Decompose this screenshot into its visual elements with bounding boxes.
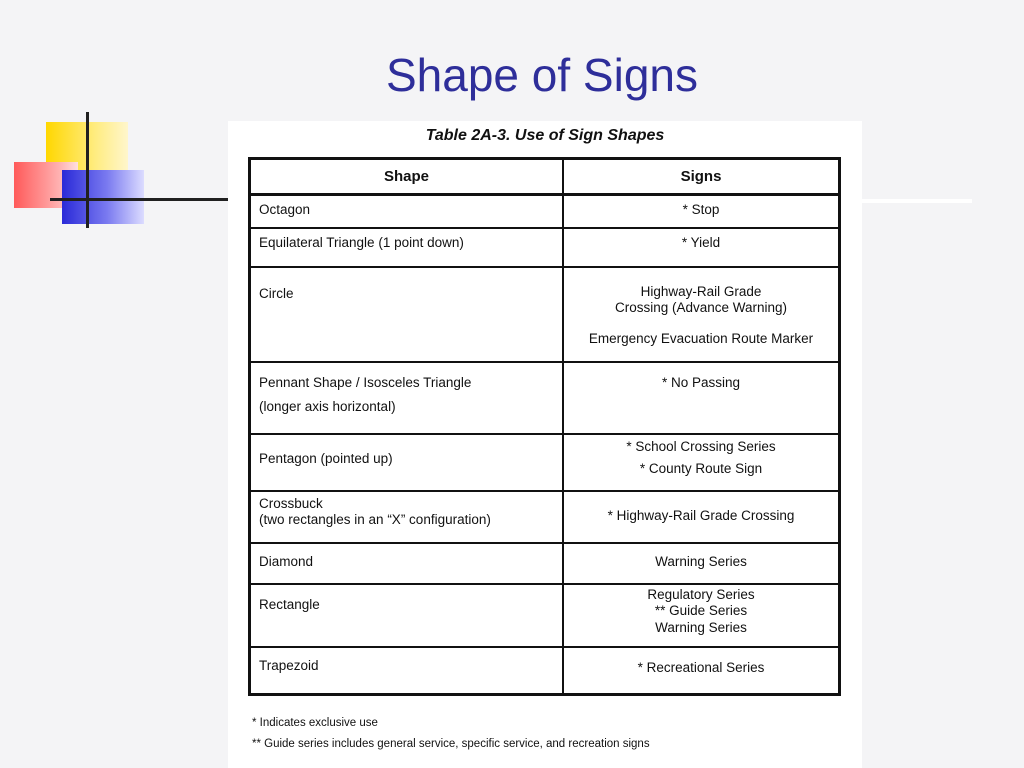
- slide-title: Shape of Signs: [385, 49, 698, 101]
- shape-cell: [250, 543, 564, 584]
- table-image: [228, 121, 862, 768]
- footnote-exclusive-use: * Indicates exclusive use: [252, 717, 378, 729]
- signs-cell: [563, 267, 840, 362]
- shape-text: Crossbuck: [259, 495, 323, 511]
- shape-text: Octagon: [259, 202, 311, 217]
- horizontal-line-decoration: [50, 198, 228, 201]
- signs-cell: [563, 584, 840, 647]
- table-header-row: [250, 159, 840, 195]
- horizontal-line-right-decoration: [862, 199, 972, 203]
- shape-cell: [250, 195, 564, 228]
- sign-text: * County Route Sign: [639, 461, 763, 477]
- sign-text: Regulatory Series: [647, 586, 755, 602]
- header-signs: Signs: [563, 159, 840, 195]
- table-footnotes: [252, 713, 650, 755]
- shape-text: Trapezoid: [259, 657, 319, 673]
- sign-text: Warning Series: [655, 620, 747, 636]
- table-row: [250, 195, 840, 228]
- shape-text: Circle: [259, 285, 294, 301]
- footnote-guide-series: ** Guide series includes general service, specific service, and recreation signs: [252, 738, 650, 750]
- header-shape: Shape: [250, 159, 564, 195]
- sign-text: * School Crossing Series: [626, 438, 776, 454]
- shape-cell: [250, 228, 564, 267]
- shape-cell: [250, 434, 564, 491]
- sign-text: Warning Series: [655, 553, 747, 569]
- table-row: [250, 434, 840, 491]
- table-row: [250, 543, 840, 584]
- shape-text: Pennant Shape / Isosceles Triangle: [259, 374, 472, 390]
- signs-cell: [563, 647, 840, 695]
- shape-text: Diamond: [259, 553, 314, 569]
- table-row: [250, 362, 840, 434]
- table-caption: Table 2A-3. Use of Sign Shapes: [425, 127, 665, 144]
- signs-cell: [563, 228, 840, 267]
- blue-square-decoration: [62, 170, 144, 224]
- sign-text: Emergency Evacuation Route Marker: [588, 331, 814, 347]
- shape-text: Equilateral Triangle (1 point down): [259, 234, 464, 250]
- signs-cell: [563, 543, 840, 584]
- sign-text: * Highway-Rail Grade Crossing: [607, 507, 795, 523]
- sign-shapes-table: [248, 157, 841, 696]
- shape-cell: [250, 491, 564, 543]
- sign-text: * No Passing: [661, 374, 741, 390]
- signs-cell: [563, 362, 840, 434]
- signs-cell: [563, 195, 840, 228]
- signs-cell: [563, 491, 840, 543]
- shape-cell: [250, 267, 564, 362]
- shape-text: Rectangle: [259, 596, 320, 612]
- table-row: [250, 491, 840, 543]
- table-row: [250, 228, 840, 267]
- shape-cell: [250, 647, 564, 695]
- shape-text: Pentagon (pointed up): [259, 450, 393, 466]
- signs-cell: [563, 434, 840, 491]
- sign-text: * Stop: [682, 202, 720, 217]
- shape-text: (longer axis horizontal): [259, 399, 396, 415]
- shape-text: (two rectangles in an “X” configuration): [259, 512, 491, 528]
- sign-text: ** Guide Series: [654, 603, 748, 619]
- sign-text: * Recreational Series: [637, 659, 765, 675]
- sign-text: Highway-Rail Grade: [640, 283, 762, 299]
- sign-text: Crossing (Advance Warning): [614, 300, 788, 316]
- table-row: [250, 647, 840, 695]
- vertical-line-decoration: [86, 112, 89, 228]
- sign-text: * Yield: [681, 234, 721, 250]
- shape-cell: [250, 362, 564, 434]
- table-row: [250, 584, 840, 647]
- table-row: [250, 267, 840, 362]
- shape-cell: [250, 584, 564, 647]
